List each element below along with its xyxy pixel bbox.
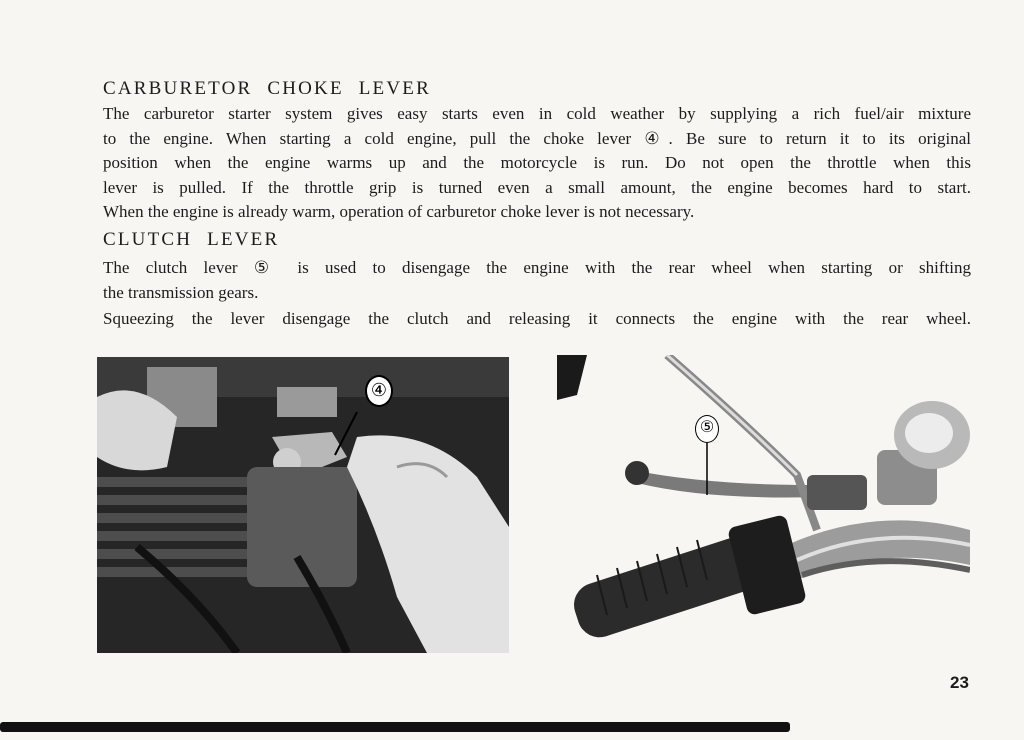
page-number: 23 [950,673,969,692]
clutch-callout-label: ⑤ [695,415,719,443]
section-heading-choke: CARBURETOR CHOKE LEVER [103,78,431,99]
choke-line-1: The carburetor starter system gives easy starts even in cold weather by supplying a rich fuel/air mixture [103,104,971,123]
choke-callout-label: ④ [365,375,393,407]
page-bottom-edge [0,718,1024,740]
choke-line-5: When the engine is already warm, operation of carburetor choke lever is not necessary. [103,202,695,221]
clutch-line-2: the transmission gears. [103,283,259,302]
choke-lever-photo [97,357,509,653]
section-heading-clutch: CLUTCH LEVER [103,229,280,250]
choke-line-3: position when the engine warms up and the motorcycle is run. Do not open the throttle when this [103,153,971,172]
clutch-lever-photo [557,355,970,655]
binding-strip [0,722,790,732]
clutch-line-1: The clutch lever ⑤ is used to disengage the engine with the rear wheel when starting or shifting [103,258,971,277]
choke-line-2: to the engine. When starting a cold engine, pull the choke lever ④. Be sure to return it to its original [103,129,971,148]
choke-line-4: lever is pulled. If the throttle grip is turned even a small amount, the engine becomes hard to start. [103,178,971,197]
clutch-line-3: Squeezing the lever disengage the clutch and releasing it connects the engine with the rear wheel. [103,309,971,328]
